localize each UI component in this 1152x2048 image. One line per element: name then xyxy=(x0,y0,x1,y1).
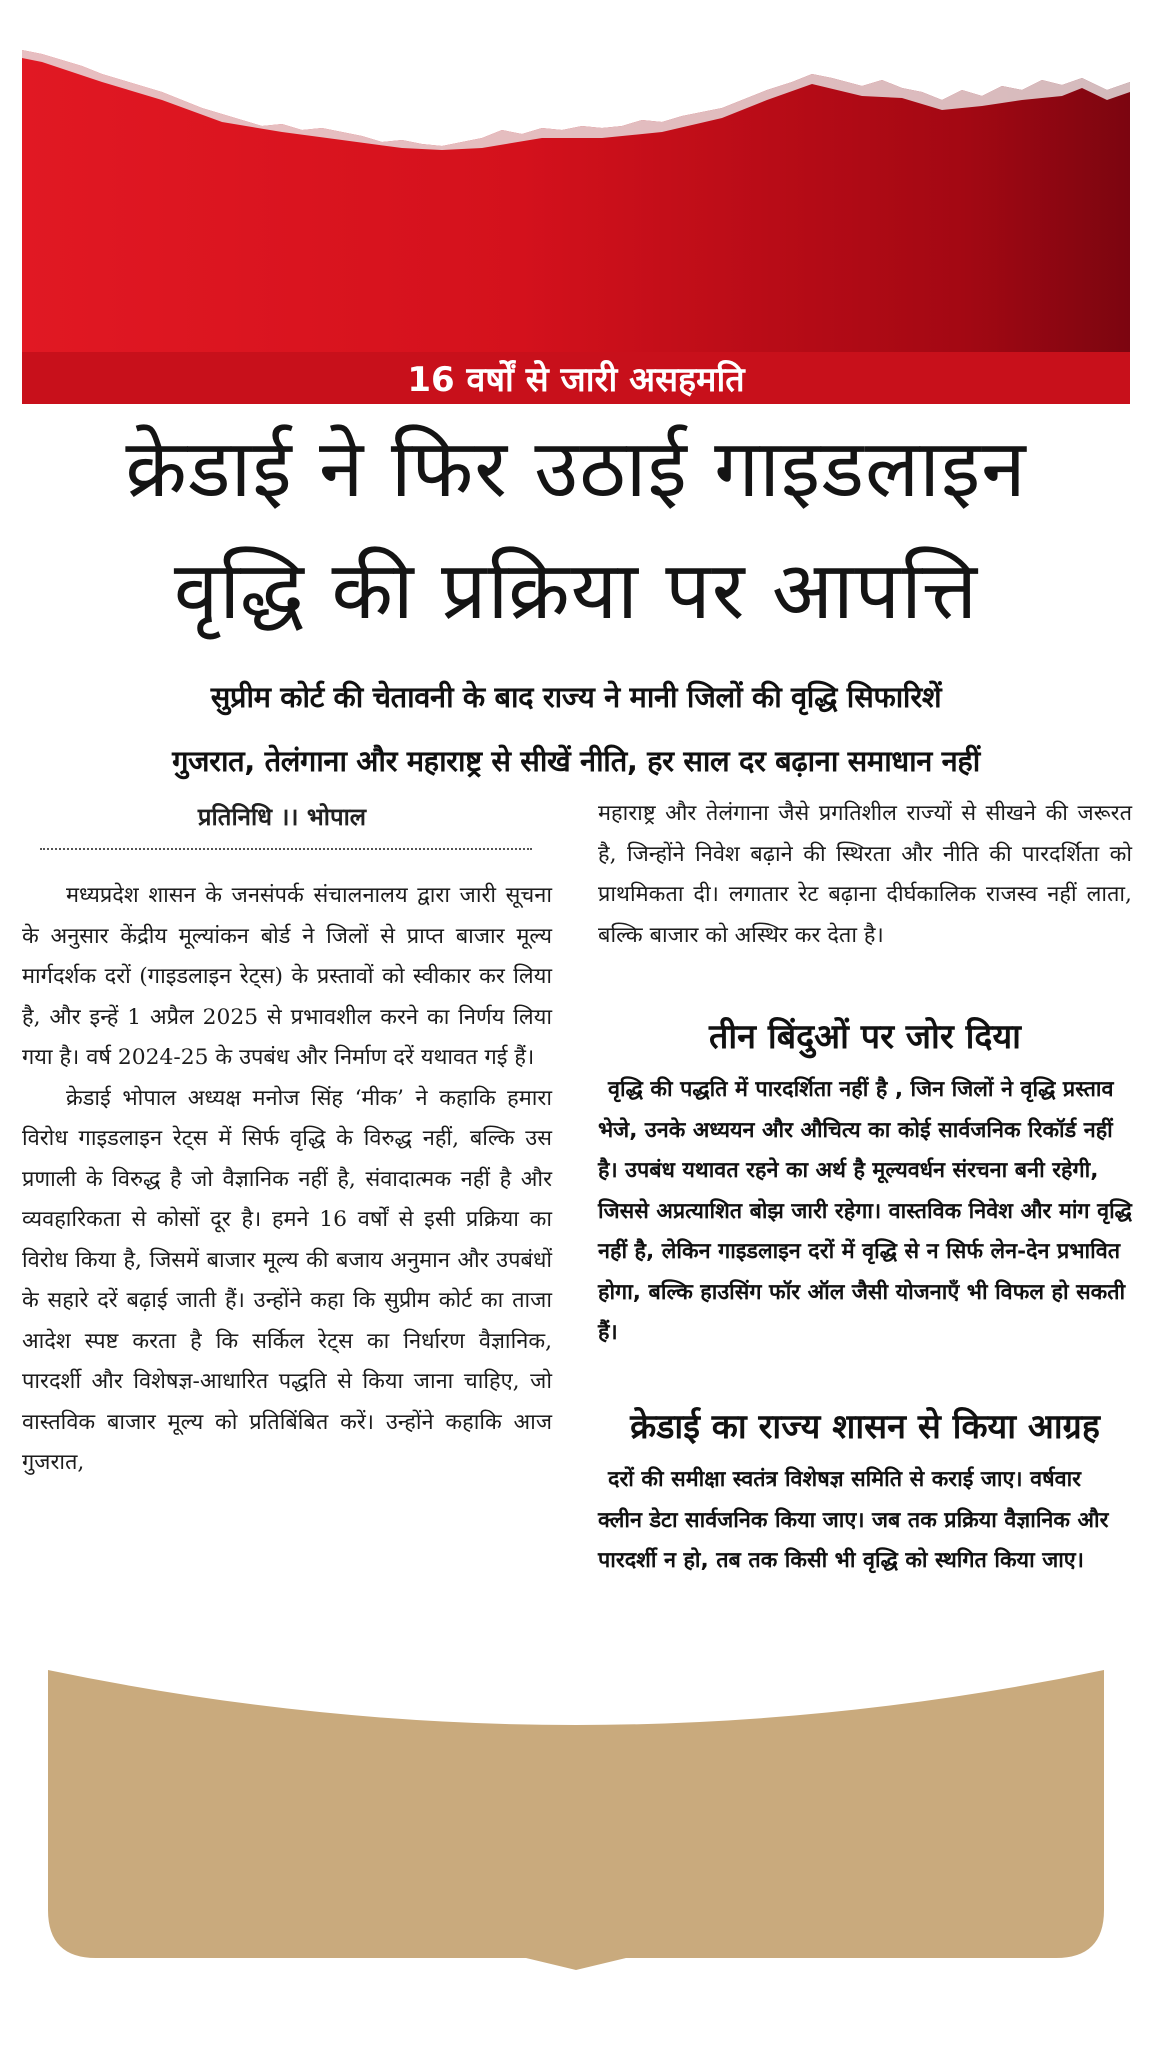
torn-paper-edge xyxy=(22,30,1130,150)
deck-line-2: गुजरात, तेलंगाना और महाराष्ट्र से सीखें नीति, हर साल दर बढ़ाना समाधान नहीं xyxy=(172,744,980,778)
kicker-strap: 16 वर्षों से जारी असहमति xyxy=(22,352,1130,404)
article-column-left xyxy=(22,876,552,1484)
photo-panel-placeholder xyxy=(40,1670,1112,1970)
byline: प्रतिनिधि ।। भोपाल xyxy=(197,803,367,831)
subhead-request: क्रेडाई का राज्य शासन से किया आग्रह xyxy=(630,1407,1100,1447)
three-points-text: वृद्धि की पद्धति में पारदर्शिता नहीं है , जिन जिलों ने वृद्धि प्रस्ताव भेजे, उनके अध्ययन और औचित्य का कोई सार्वजनिक रिकॉर्ड नहीं है। उपबंध यथावत रहने का अर्थ है मूल्यवर्धन संरचना बनी रहेगी, जिससे अप्रत्याशित बोझ जारी रहेगा। वास्तविक निवेश और मांग वृद्धि नहीं है, लेकिन गाइडलाइन दरों में वृद्धि से न सिर्फ लेन-देन प्रभावित होगा, बल्कि हाउसिंग फॉर ऑल जैसी योजनाएँ भी विफल हो सकती हैं। xyxy=(598,1077,1132,1345)
headline-line-2: वृद्धि की प्रक्रिया पर आपत्ति xyxy=(173,544,979,637)
deck-line-1: सुप्रीम कोर्ट की चेतावनी के बाद राज्य ने मानी जिलों की वृद्धि सिफारिशें xyxy=(210,680,942,714)
paragraph: महाराष्ट्र और तेलंगाना जैसे प्रगतिशील राज्यों से सीखने की जरूरत है, जिन्होंने निवेश बढ़ाने की स्थिरता और नीति की पारदर्शिता को प्राथमिकता दी। लगातार रेट बढ़ाना दीर्घकालिक राजस्व नहीं लाता, बल्कि बाजार को अस्थिर कर देता है। xyxy=(598,801,1132,948)
deck xyxy=(20,665,1132,793)
headline xyxy=(20,408,1132,652)
headline-line-1: क्रेडाई ने फिर उठाई गाइडलाइन xyxy=(125,422,1027,515)
paragraph: मध्यप्रदेश शासन के जनसंपर्क संचालनालय द्वारा जारी सूचना के अनुसार केंद्रीय मूल्यांकन बोर्ड ने जिलों से प्राप्त बाजार मूल्य मार्गदर्शक दरों (गाइडलाइन रेट्स) के प्रस्तावों को स्वीकार कर लिया है, और इन्हें 1 अप्रैल 2025 से प्रभावशील करने का निर्णय लिया गया है। वर्ष 2024-25 के उपबंध और निर्माण दरें यथावत गई हैं। xyxy=(22,883,552,1070)
request-text: दरों की समीक्षा स्वतंत्र विशेषज्ञ समिति से कराई जाए। वर्षवार क्लीन डेटा सार्वजनिक किया जाए। जब तक प्रक्रिया वैज्ञानिक और पारदर्शी न हो, तब तक किसी भी वृद्धि को स्थगित किया जाए। xyxy=(598,1467,1109,1573)
byline-divider xyxy=(40,848,532,850)
subhead-three-points: तीन बिंदुओं पर जोर दिया xyxy=(709,1017,1021,1057)
paragraph: क्रेडाई भोपाल अध्यक्ष मनोज सिंह ‘मीक’ ने कहाकि हमारा विरोध गाइडलाइन रेट्स में सिर्फ वृद्धि के विरुद्ध नहीं, बल्कि उस प्रणाली के विरुद्ध है जो वैज्ञानिक नहीं है, संवादात्मक नहीं है और व्यवहारिकता से कोसों दूर है। हमने 16 वर्षों से इसी प्रक्रिया का विरोध किया है, जिसमें बाजार मूल्य की बजाय अनुमान और उपबंधों के सहारे दरें बढ़ाई जाती हैं। उन्होंने कहा कि सुप्रीम कोर्ट का ताजा आदेश स्पष्ट करता है कि सर्किल रेट्स का निर्धारण वैज्ञानिक, पारदर्शी और विशेषज्ञ-आधारित पद्धति से किया जाना चाहिए, जो वास्तविक बाजार मूल्य को प्रतिबिंबित करें। उन्होंने कहाकि आज गुजरात, xyxy=(22,1085,552,1475)
article-column-right xyxy=(598,794,1132,956)
